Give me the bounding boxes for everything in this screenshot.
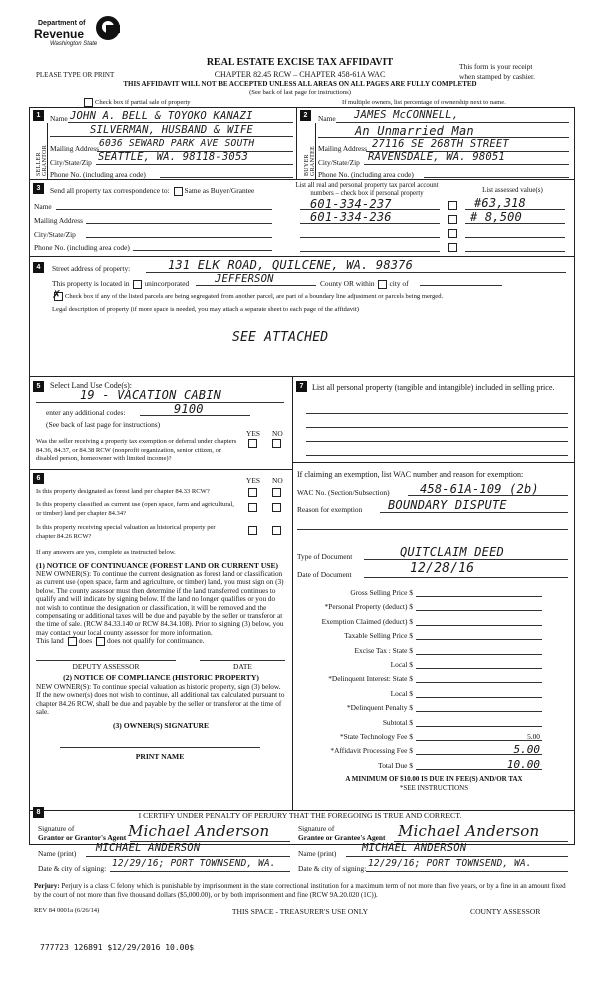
buyer-name-line2[interactable]: An Unmarried Man xyxy=(355,124,474,138)
doc-date-value[interactable]: 12/28/16 xyxy=(410,561,475,576)
street-value[interactable]: 131 ELK ROAD, QUILCENE, WA. 98376 xyxy=(168,258,414,272)
rev-number: REV 84 0001a (6/26/14) xyxy=(34,907,100,914)
s6-yes-label: YES xyxy=(246,476,260,485)
additional-codes-label: enter any additional codes: xyxy=(46,408,126,417)
seller-name-label: Name xyxy=(50,114,68,123)
city-of-label: city of xyxy=(389,279,409,288)
grantee-signature[interactable]: Michael Anderson xyxy=(398,822,540,840)
s6-q2: Is this property classified as current use (open space, farm and agricultural, or timber) land per chapter 84.34? xyxy=(36,501,234,517)
segregated-row xyxy=(52,288,444,301)
located-in-label: This property is located in xyxy=(52,279,130,288)
perjury-notice xyxy=(34,882,572,900)
logo-dept-line2: Revenue xyxy=(34,27,85,41)
grantor-date-label: Date & city of signing: xyxy=(38,864,107,873)
reason-value[interactable]: BOUNDARY DISPUTE xyxy=(388,498,507,512)
buyer-city-label: City/State/Zip xyxy=(318,158,360,167)
corr-mail-label: Mailing Address xyxy=(34,216,84,225)
form-see-back: (See back of last page for instructions) xyxy=(249,89,351,96)
dor-logo xyxy=(34,16,124,64)
fee-label: *Affidavit Processing Fee $ xyxy=(330,746,413,756)
corr-city-label: City/State/Zip xyxy=(34,230,76,239)
logo-dept-line1: Department of xyxy=(38,20,86,27)
grantor-signature[interactable]: Michael Anderson xyxy=(128,822,270,840)
corr-phone-label: Phone No. (including area code) xyxy=(34,243,130,252)
reason-label: Reason for exemption xyxy=(297,505,363,514)
fee-label: *Delinquent Penalty $ xyxy=(346,703,413,713)
doc-date-label: Date of Document xyxy=(297,570,352,579)
send-correspondence-row xyxy=(50,186,254,196)
county-value[interactable]: JEFFERSON xyxy=(215,273,274,285)
grantor-sig-label-1: Signature of xyxy=(38,824,75,833)
within-row xyxy=(320,279,409,289)
assessed-values-label: List assessed value(s) xyxy=(482,186,543,194)
owner-signature-label: (3) OWNER(S) SIGNATURE xyxy=(112,721,210,730)
grantor-sig-label-2: Grantor or Grantor's Agent xyxy=(38,833,127,842)
legal-description-label: Legal description of property (if more space is needed, you may attach a separate sheet to each page of the affidavit) xyxy=(52,306,359,313)
s5-no-label: NO xyxy=(272,429,283,438)
s5-question: Was the seller receiving a property tax exemption or deferral under chapters 84.36, 84.37, or 84.38 RCW (nonprofit organization, senior citizen, or disabled person, homeowner with limited income)? xyxy=(36,438,237,462)
buyer-name-line1[interactable]: JAMES McCONNELL, xyxy=(354,109,459,121)
wac-label: WAC No. (Section/Subsection) xyxy=(297,488,390,497)
unincorporated-label: unincorporated xyxy=(144,279,190,288)
doc-type-label: Type of Document xyxy=(297,552,353,561)
doc-type-value[interactable]: QUITCLAIM DEED xyxy=(400,545,504,559)
parcel-1-personal-checkbox[interactable] xyxy=(448,201,457,210)
segregated-checkbox[interactable]: ✗ xyxy=(52,288,62,301)
fee-value[interactable]: 5.00 xyxy=(527,732,540,741)
notice1-title: (1) NOTICE OF CONTINUANCE (FOREST LAND OR CURRENT USE) xyxy=(36,561,279,570)
grantee-sig-label-2: Grantee or Grantee's Agent xyxy=(298,833,386,842)
wac-value[interactable]: 458-61A-109 (2b) xyxy=(420,482,539,496)
does-qualify-checkbox[interactable] xyxy=(68,637,77,646)
receipt-stamp: 777723 126891 $12/29/2016 10.00$ xyxy=(40,943,195,952)
s6-q3-no-checkbox[interactable] xyxy=(272,526,281,535)
s6-q1: Is this property designated as forest land per chapter 84.33 RCW? xyxy=(36,488,210,495)
seller-name-line1[interactable]: JOHN A. BELL & TOYOKO KANAZI xyxy=(70,110,253,122)
county-or-within-label: County OR within xyxy=(320,279,375,288)
seller-side-label: SELLER GRANTOR xyxy=(36,145,48,176)
fee-label: Subtotal $ xyxy=(382,717,413,727)
assessed-value-2[interactable]: # 8,500 xyxy=(470,210,522,224)
certify-statement: I CERTIFY UNDER PENALTY OF PERJURY THAT THE FOREGOING IS TRUE AND CORRECT. xyxy=(138,811,462,820)
section-1-number: 1 xyxy=(33,110,44,121)
fee-value[interactable]: 5.00 xyxy=(513,743,540,757)
fee-label: *Personal Property (deduct) $ xyxy=(324,602,413,612)
fee-label: *State Technology Fee $ xyxy=(339,732,413,741)
does-not-qualify-checkbox[interactable] xyxy=(96,637,105,646)
section-7-number: 7 xyxy=(296,381,307,392)
form-chapter: CHAPTER 82.45 RCW – CHAPTER 458-61A WAC xyxy=(214,70,386,79)
s6-no-label: NO xyxy=(272,476,283,485)
fee-label: Local $ xyxy=(390,688,413,698)
partial-sale-row xyxy=(82,98,191,107)
grantee-name-value[interactable]: MICHAEL ANDERSON xyxy=(362,842,467,854)
section-5-number: 5 xyxy=(33,381,44,392)
seller-mail-value[interactable]: 6036 SEWARD PARK AVE SOUTH xyxy=(99,138,255,149)
parcel-3-personal-checkbox[interactable] xyxy=(448,229,457,238)
receipt-note-1: This form is your receipt xyxy=(459,62,533,71)
seller-mail-label: Mailing Address xyxy=(50,144,100,153)
fee-value[interactable]: 10.00 xyxy=(506,757,540,771)
partial-sale-label: Check box if partial sale of property xyxy=(95,99,191,107)
perjury-label: Perjury: xyxy=(34,882,60,890)
please-type-label: PLEASE TYPE OR PRINT xyxy=(36,71,115,79)
fee-label: Excise Tax : State $ xyxy=(354,645,413,655)
buyer-mail-label: Mailing Address xyxy=(318,144,368,153)
land-use-code[interactable]: 19 - VACATION CABIN xyxy=(80,388,222,402)
multiple-owners-note: If multiple owners, list percentage of ownership next to name. xyxy=(342,99,506,106)
receipt-note-2: when stamped by cashier. xyxy=(459,72,535,81)
same-as-buyer-checkbox[interactable] xyxy=(174,187,183,196)
legal-description-value[interactable]: SEE ATTACHED xyxy=(232,330,329,345)
seller-city-value[interactable]: SEATTLE, WA. 98118-3053 xyxy=(98,151,248,163)
partial-sale-checkbox[interactable] xyxy=(84,98,93,107)
personal-property-label: List all personal property (tangible and intangible) included in selling price. xyxy=(312,383,555,392)
land-use-label: Select Land Use Code(s): xyxy=(50,381,132,390)
seller-name-line2[interactable]: SILVERMAN, HUSBAND & WIFE xyxy=(90,124,254,136)
same-as-buyer-label: Same as Buyer/Grantee xyxy=(184,186,255,195)
deputy-date-label: DATE xyxy=(233,662,252,671)
form-title: REAL ESTATE EXCISE TAX AFFIDAVIT xyxy=(206,57,394,68)
send-correspondence-label: Send all property tax correspondence to: xyxy=(50,186,170,195)
grantee-name-label: Name (print) xyxy=(298,849,337,858)
list-parcels-label-1: List all real and personal property tax parcel account xyxy=(295,182,439,189)
print-name-label: PRINT NAME xyxy=(135,752,185,761)
this-land-row xyxy=(36,636,205,646)
grantor-date-value[interactable]: 12/29/16; PORT TOWNSEND, WA. xyxy=(112,858,276,869)
grantee-date-value[interactable]: 12/29/16; PORT TOWNSEND, WA. xyxy=(368,858,532,869)
buyer-name-label: Name xyxy=(318,114,336,123)
logo-dept-line3: Washington State xyxy=(50,41,98,47)
see-instructions-note: *SEE INSTRUCTIONS xyxy=(399,784,469,792)
section-3-number: 3 xyxy=(33,183,44,194)
s6-q3: Is this property receiving special valuation as historical property per chapter 84.26 RCW? xyxy=(36,524,216,540)
corr-name-label: Name xyxy=(34,202,52,211)
grantee-date-label: Date & city of signing: xyxy=(298,864,367,873)
unincorporated-checkbox[interactable] xyxy=(133,280,142,289)
segregated-label: Check box if any of the listed parcels are being segregated from another parcel, are part of a boundary line adjustment or parcels being merged. xyxy=(65,293,444,301)
section-8-number: 8 xyxy=(33,807,44,818)
land-use-see-back: (See back of last page for instructions) xyxy=(46,420,161,429)
s5-yes-label: YES xyxy=(246,429,260,438)
seller-city-label: City/State/Zip xyxy=(50,158,92,167)
fee-label: *Delinquent Interest: State $ xyxy=(328,674,413,684)
notice1-text: NEW OWNER(S): To continue the current designation as forest land or classification as current use (open space, farm and agriculture, or timber) land, you must sign on (3) below. The county assessor must then determine if the land transferred continues to qualify and will indicate by signing below. If the land no longer qualifies or you do not wish to continue the designation or classification, it will be removed and the compensating or additional taxes will be due and payable by the seller or transferor at the time of sale. (RCW 84.33.140 or RCW 84.34.108). Prior to signing (3) below, you may contact your local county assessor for more information. xyxy=(36,570,284,637)
fee-label: Exemption Claimed (deduct) $ xyxy=(321,616,413,626)
treasurer-space-label: THIS SPACE - TREASURER'S USE ONLY xyxy=(231,907,369,916)
parcel-2-personal-checkbox[interactable] xyxy=(448,215,457,224)
notice2-title: (2) NOTICE OF COMPLIANCE (HISTORIC PROPERTY) xyxy=(63,673,259,682)
s6-q1-yes-checkbox[interactable] xyxy=(248,488,257,497)
section-6-number: 6 xyxy=(33,473,44,484)
buyer-mail-value[interactable]: 27116 SE 268TH STREET xyxy=(372,138,509,150)
street-label: Street address of property: xyxy=(52,264,131,273)
parcel-4-personal-checkbox[interactable] xyxy=(448,243,457,252)
s5-yes-checkbox[interactable] xyxy=(248,439,257,448)
seller-phone-label: Phone No. (including area code) xyxy=(50,170,146,179)
buyer-phone-label: Phone No. (including area code) xyxy=(318,170,414,179)
perjury-text: Perjury is a class C felony which is punishable by imprisonment in the state correctional institution for a maximum term of not more than five years, or by a fine in an amount fixed by the court of not more than five thousand dollars ($5,000.00), or by both imprisonment and fine (RCW 9A.20.020 (1C)). xyxy=(34,882,566,899)
section-4-number: 4 xyxy=(33,262,44,273)
minimum-due-note: A MINIMUM OF $10.00 IS DUE IN FEE(S) AND/OR TAX xyxy=(345,775,523,783)
county-assessor-label: COUNTY ASSESSOR xyxy=(470,907,541,916)
s6-q3-yes-checkbox[interactable] xyxy=(248,526,257,535)
exemption-label: If claiming an exemption, list WAC number and reason for exemption: xyxy=(297,470,524,479)
form-warning: THIS AFFIDAVIT WILL NOT BE ACCEPTED UNLESS ALL AREAS ON ALL PAGES ARE FULLY COMPLETED xyxy=(123,80,477,88)
s5-no-checkbox[interactable] xyxy=(272,439,281,448)
grantee-sig-label-1: Signature of xyxy=(298,824,335,833)
s6-q1-no-checkbox[interactable] xyxy=(272,488,281,497)
assessed-value-1[interactable]: #63,318 xyxy=(474,196,526,210)
section-2-number: 2 xyxy=(300,110,311,121)
fee-label: Gross Selling Price $ xyxy=(350,588,413,597)
fee-label: Taxable Selling Price $ xyxy=(344,631,413,641)
list-parcels-label-2: numbers – check box if personal property xyxy=(310,190,424,197)
deputy-assessor-label: DEPUTY ASSESSOR xyxy=(72,662,140,671)
s6-q2-yes-checkbox[interactable] xyxy=(248,503,257,512)
parcel-2[interactable]: 601-334-236 xyxy=(310,210,392,224)
s6-if-yes: If any answers are yes, complete as instructed below. xyxy=(36,549,176,556)
buyer-side-label: BUYER GRANTEE xyxy=(304,145,316,176)
buyer-city-value[interactable]: RAVENSDALE, WA. 98051 xyxy=(368,151,505,163)
grantor-name-value[interactable]: MICHAEL ANDERSON xyxy=(96,842,201,854)
fee-label: Local $ xyxy=(390,660,413,669)
located-row xyxy=(52,279,189,289)
does-not-label: does not qualify for continuance. xyxy=(107,636,205,645)
s6-q2-no-checkbox[interactable] xyxy=(272,503,281,512)
this-land-label: This land xyxy=(36,636,64,645)
fee-label: Total Due $ xyxy=(378,760,413,770)
grantor-name-label: Name (print) xyxy=(38,849,77,858)
additional-code[interactable]: 9100 xyxy=(174,402,204,416)
parcel-1[interactable]: 601-334-237 xyxy=(310,197,392,211)
within-city-checkbox[interactable] xyxy=(378,280,387,289)
does-label: does xyxy=(78,636,93,645)
notice2-text: NEW OWNER(S): To continue special valuation as historic property, sign (3) below. If the new owner(s) does not wish to continue, all additional tax calculated pursuant to chapter 84.26 RCW, shall be due and payable by the seller or transferor at the time of sale. xyxy=(36,683,285,717)
logo-mark-icon xyxy=(96,16,120,40)
